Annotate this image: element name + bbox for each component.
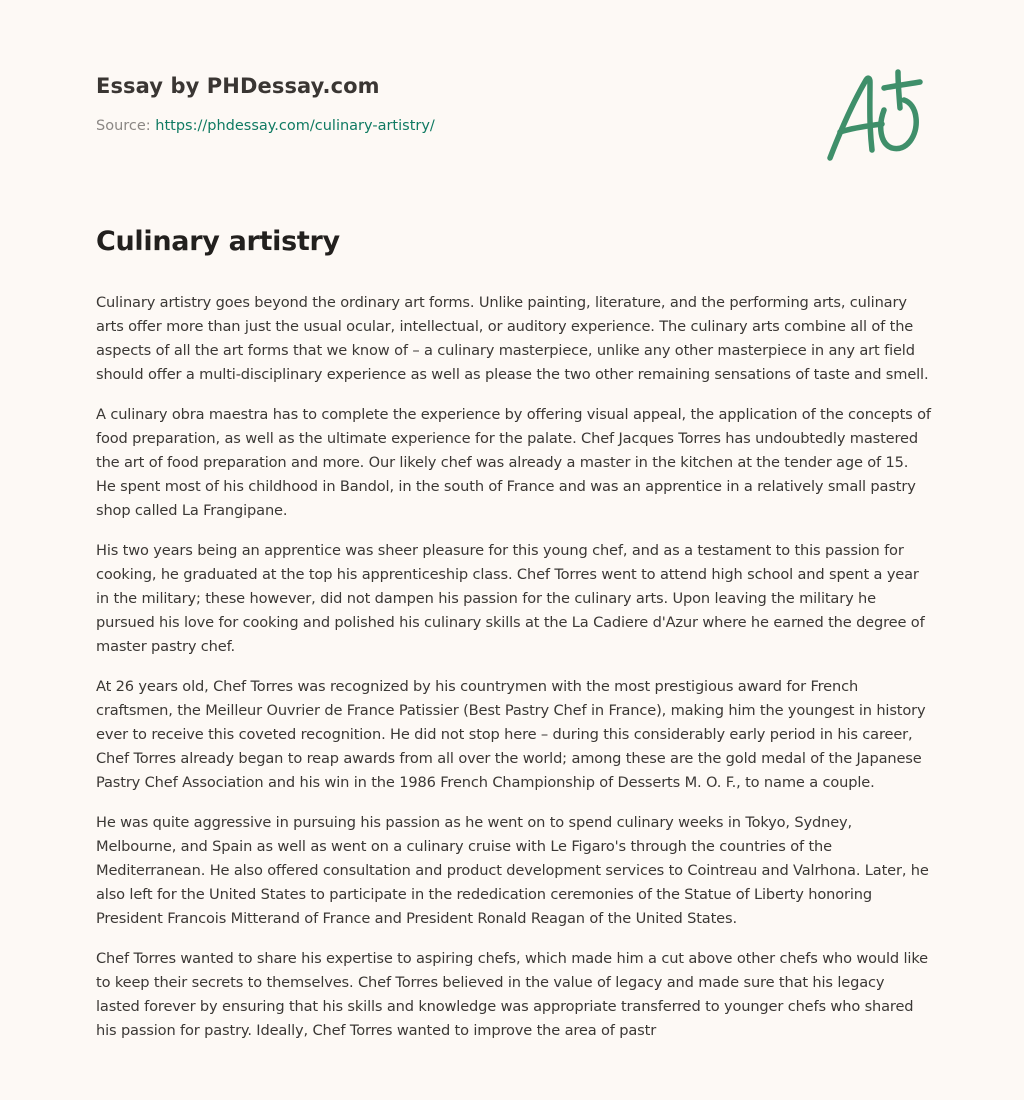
a-plus-logo-icon bbox=[822, 66, 932, 166]
site-title: Essay by PHDessay.com bbox=[96, 74, 380, 98]
essay-paragraph: Culinary artistry goes beyond the ordinary art forms. Unlike painting, literature, and the performing arts, culinary arts offer more than just the usual ocular, intellectual, or auditory experience. The culinary arts combine all of the aspects of all the art forms that we know of – a culinary masterpiece, unlike any other masterpiece in any art field should offer a multi-disciplinary experience as well as please the two other remaining sensations of taste and smell. bbox=[96, 294, 929, 383]
page-header bbox=[96, 74, 736, 134]
source-line bbox=[96, 118, 736, 134]
essay-paragraph: A culinary obra maestra has to complete the experience by offering visual appeal, the application of the concepts of food preparation, as well as the ultimate experience for the palate. Chef Jacques Torres has undoubtedly mastered the art of food preparation and more. Our likely chef was already a master in the kitchen at the tender age of 15. He spent most of his childhood in Bandol, in the south of France and was an apprentice in a relatively small pastry shop called La Frangipane. bbox=[96, 406, 931, 519]
essay-paragraph: He was quite aggressive in pursuing his passion as he went on to spend culinary weeks in Tokyo, Sydney, Melbourne, and Spain as well as went on a culinary cruise with Le Figaro's through the countries of the Mediterranean. He also offered consultation and product development services to Cointreau and Valrhona. Later, he also left for the United States to participate in the rededication ceremonies of the Statue of Liberty honoring President Francois Mitterand of France and President Ronald Reagan of the United States. bbox=[96, 814, 929, 927]
essay-paragraph: Chef Torres wanted to share his expertise to aspiring chefs, which made him a cut above other chefs who would like to keep their secrets to themselves. Chef Torres believed in the value of legacy and made sure that his legacy lasted forever by ensuring that his skills and knowledge was appropriate transferred to younger chefs who shared his passion for pastry. Ideally, Chef Torres wanted to improve the area of pastr bbox=[96, 950, 928, 1039]
essay-paragraph: His two years being an apprentice was sheer pleasure for this young chef, and as a testament to this passion for cooking, he graduated at the top his apprenticeship class. Chef Torres went to attend high school and spent a year in the military; these however, did not dampen his passion for the culinary arts. Upon leaving the military he pursued his love for cooking and polished his culinary skills at the La Cadiere d'Azur where he earned the degree of master pastry chef. bbox=[96, 542, 925, 655]
source-label: Source: bbox=[96, 118, 156, 134]
essay-content bbox=[96, 226, 932, 1059]
source-link[interactable]: https://phdessay.com/culinary-artistry/ bbox=[155, 118, 435, 134]
essay-paragraph: At 26 years old, Chef Torres was recognized by his countrymen with the most prestigious award for French craftsmen, the Meilleur Ouvrier de France Patissier (Best Pastry Chef in France), making him the youngest in history ever to receive this coveted recognition. He did not stop here – during this considerably early period in his career, Chef Torres already began to reap awards from all over the world; among these are the gold medal of the Japanese Pastry Chef Association and his win in the 1986 French Championship of Desserts M. O. F., to name a couple. bbox=[96, 678, 926, 791]
essay-title: Culinary artistry bbox=[96, 226, 340, 257]
